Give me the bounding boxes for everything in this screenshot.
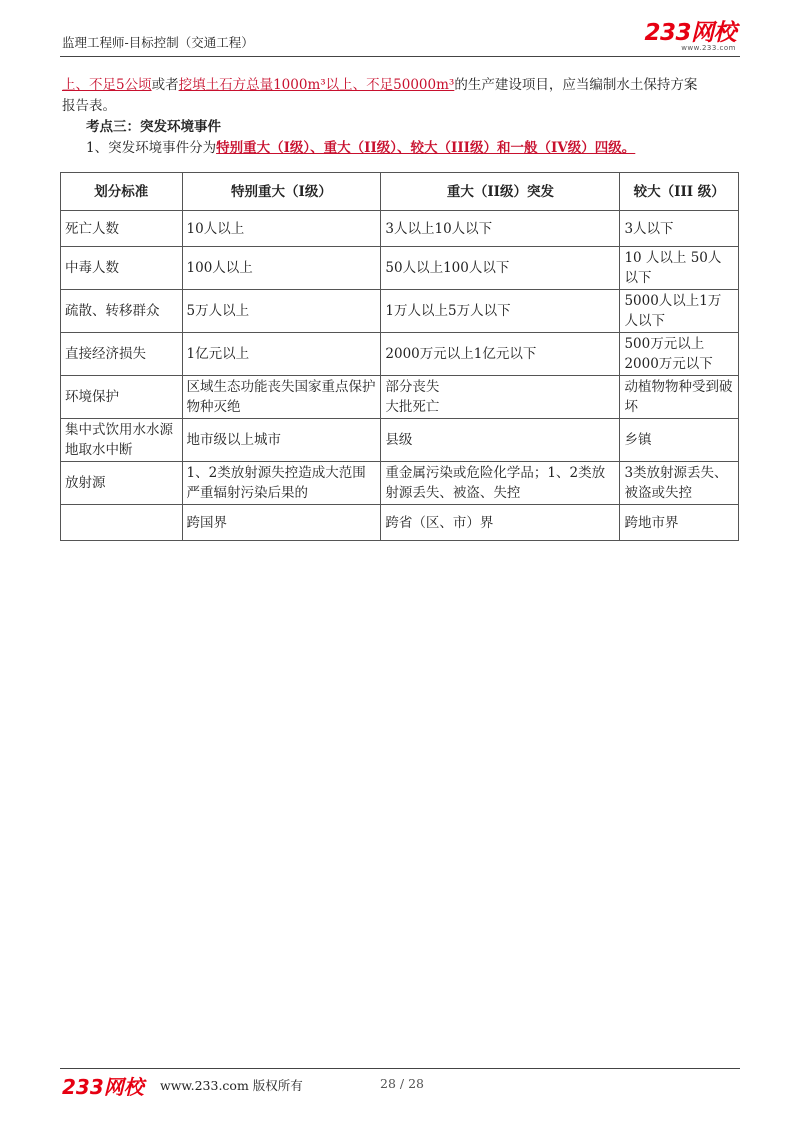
table-row: [61, 419, 739, 462]
cell-level-3: 500万元以上2000万元以下: [620, 333, 739, 376]
cell-level-3: 10 人以上 50人以下: [620, 247, 739, 290]
cell-line: 大批死亡: [385, 399, 440, 415]
cell-level-3: 5000人以上1万人以下: [620, 290, 739, 333]
row-label: 死亡人数: [61, 211, 183, 247]
logo-url: www.233.com: [681, 44, 736, 52]
cell-level-2: 1万人以上5万人以下: [381, 290, 620, 333]
cell-level-2: 50人以上100人以下: [381, 247, 620, 290]
footer-logo: 233网校: [62, 1075, 144, 1099]
item-highlight: 特别重大（I级）、重大（II级）、较大（III级）和一般（IV级）四级。: [216, 140, 636, 156]
footer-copyright: www.233.com 版权所有: [160, 1078, 303, 1093]
cell-level-2: [381, 376, 620, 419]
page-number: 28 / 28: [380, 1076, 424, 1091]
row-label: 集中式饮用水水源地取水中断: [61, 419, 183, 462]
highlight-earthwork: 挖填土石方总量1000m³以上、不足50000m³: [178, 77, 455, 93]
plain-text: 的生产建设项目，应当编制水土保持方案: [454, 77, 698, 93]
header-level-2: 重大（II级）突发: [381, 173, 620, 211]
table-row: [61, 333, 739, 376]
cell-level-2: 3人以上10人以下: [381, 211, 620, 247]
section-title: 考点三：突发环境事件: [86, 119, 221, 135]
table-header-row: [61, 173, 739, 211]
item-prefix: 1、突发环境事件分为: [86, 140, 217, 156]
table-row: [61, 211, 739, 247]
cell-level-2: 重金属污染或危险化学品；1、2类放射源丢失、被盗、失控: [381, 462, 620, 505]
cell-line: 部分丧失: [385, 379, 440, 395]
cell-level-2: 跨省（区、市）界: [381, 505, 620, 541]
paragraph-line-1: [62, 75, 738, 96]
cell-level-1: 1亿元以上: [182, 333, 381, 376]
cell-level-1: 100人以上: [182, 247, 381, 290]
row-label: 环境保护: [61, 376, 183, 419]
cell-level-1: 区域生态功能丧失国家重点保护物种灭绝: [182, 376, 381, 419]
cell-level-2: 县级: [381, 419, 620, 462]
cell-level-3: 3类放射源丢失、被盗或失控: [620, 462, 739, 505]
logo-text: 233网校: [644, 20, 736, 46]
list-item: [62, 138, 738, 159]
footer-divider: [60, 1068, 740, 1069]
table-row: [61, 505, 739, 541]
brand-logo: [644, 22, 736, 52]
row-label: 疏散、转移群众: [61, 290, 183, 333]
header-divider: [60, 56, 740, 57]
cell-level-1: 5万人以上: [182, 290, 381, 333]
cell-level-1: 1、2类放射源失控造成大范围严重辐射污染后果的: [182, 462, 381, 505]
cell-level-2: 2000万元以上1亿元以下: [381, 333, 620, 376]
table-row: [61, 376, 739, 419]
header-level-3: 较大（III 级）: [620, 173, 739, 211]
table-row: [61, 290, 739, 333]
cell-level-3: 动植物物种受到破坏: [620, 376, 739, 419]
cell-level-3: 乡镇: [620, 419, 739, 462]
cell-level-1: 地市级以上城市: [182, 419, 381, 462]
cell-level-3: 跨地市界: [620, 505, 739, 541]
document-body: [62, 75, 738, 159]
cell-level-3: 3人以下: [620, 211, 739, 247]
cell-level-1: 10人以上: [182, 211, 381, 247]
page-header-title: 监理工程师-目标控制（交通工程）: [62, 35, 254, 50]
header-criterion: 划分标准: [61, 173, 183, 211]
plain-text: 或者: [151, 77, 179, 93]
highlight-area-limit: 上、不足5公顷: [62, 77, 152, 93]
cell-level-1: 跨国界: [182, 505, 381, 541]
row-label: 放射源: [61, 462, 183, 505]
paragraph-line-2: 报告表。: [62, 98, 116, 114]
table-row: [61, 247, 739, 290]
table-row: [61, 462, 739, 505]
row-label: 中毒人数: [61, 247, 183, 290]
event-classification-table: [60, 172, 739, 541]
header-level-1: 特别重大（I级）: [182, 173, 381, 211]
row-label: [61, 505, 183, 541]
row-label: 直接经济损失: [61, 333, 183, 376]
